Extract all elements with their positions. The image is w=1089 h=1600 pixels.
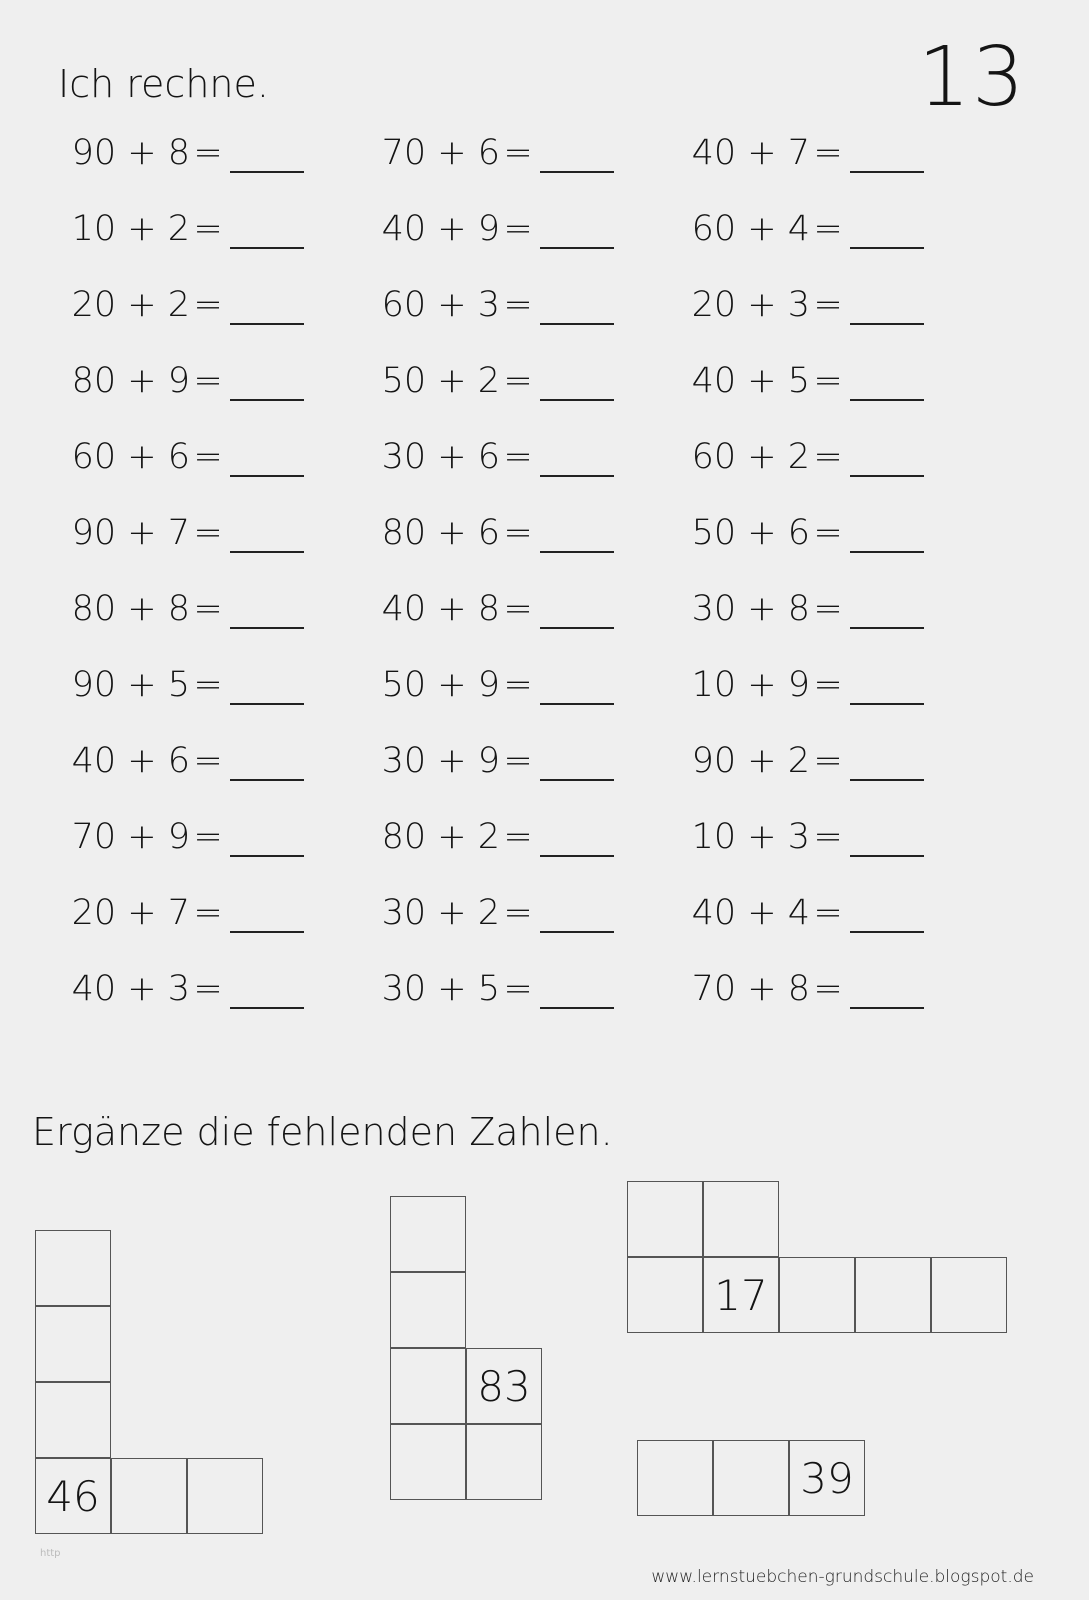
equals-sign: = (503, 513, 533, 553)
equals-sign: = (503, 361, 533, 401)
task (360, 893, 614, 933)
task (50, 133, 304, 173)
equals-sign: = (503, 893, 533, 933)
task-expression: 70 + 9 (71, 817, 190, 857)
task (670, 589, 924, 629)
task-expression: 40 + 4 (691, 893, 810, 933)
task-expression: 10 + 3 (691, 817, 810, 857)
equals-sign: = (503, 817, 533, 857)
grid-cell-given: 83 (466, 1348, 542, 1424)
task (360, 133, 614, 173)
equals-sign: = (813, 361, 843, 401)
grid-cell[interactable] (703, 1181, 779, 1257)
task (50, 437, 304, 477)
task (360, 741, 614, 781)
answer-blank[interactable] (850, 441, 924, 477)
equals-sign: = (193, 437, 223, 477)
watermark-text: http (40, 1548, 61, 1559)
answer-blank[interactable] (230, 593, 304, 629)
task-expression: 80 + 2 (381, 817, 500, 857)
task-expression: 90 + 7 (71, 513, 190, 553)
task (360, 817, 614, 857)
task (360, 513, 614, 553)
equals-sign: = (813, 209, 843, 249)
grid-cell[interactable] (390, 1424, 466, 1500)
task (50, 969, 304, 1009)
grid-cell[interactable] (713, 1440, 789, 1516)
grid-cell[interactable] (187, 1458, 263, 1534)
answer-blank[interactable] (230, 821, 304, 857)
answer-blank[interactable] (540, 213, 614, 249)
answer-blank[interactable] (540, 745, 614, 781)
task (50, 361, 304, 401)
grid-cell[interactable] (390, 1272, 466, 1348)
equals-sign: = (193, 513, 223, 553)
task-expression: 90 + 2 (691, 741, 810, 781)
task (670, 513, 924, 553)
answer-blank[interactable] (850, 745, 924, 781)
grid-cell[interactable] (627, 1181, 703, 1257)
equals-sign: = (813, 589, 843, 629)
answer-blank[interactable] (540, 441, 614, 477)
answer-blank[interactable] (540, 365, 614, 401)
equals-sign: = (503, 133, 533, 173)
equals-sign: = (193, 969, 223, 1009)
equals-sign: = (813, 437, 843, 477)
task (670, 285, 924, 325)
task-expression: 60 + 6 (71, 437, 190, 477)
task-expression: 10 + 2 (71, 209, 190, 249)
task-expression: 30 + 5 (381, 969, 500, 1009)
section2-heading: Ergänze die fehlenden Zahlen. (32, 1110, 613, 1154)
task-expression: 30 + 6 (381, 437, 500, 477)
section1-heading: Ich rechne. (58, 62, 269, 106)
equals-sign: = (503, 437, 533, 477)
answer-blank[interactable] (540, 137, 614, 173)
task-expression: 40 + 8 (381, 589, 500, 629)
equals-sign: = (813, 133, 843, 173)
task (360, 665, 614, 705)
grid-cell[interactable] (779, 1257, 855, 1333)
equals-sign: = (503, 969, 533, 1009)
task-expression: 30 + 2 (381, 893, 500, 933)
task (360, 589, 614, 629)
equals-sign: = (193, 741, 223, 781)
grid-cell[interactable] (390, 1348, 466, 1424)
task-expression: 80 + 9 (71, 361, 190, 401)
equals-sign: = (503, 285, 533, 325)
answer-blank[interactable] (850, 593, 924, 629)
answer-blank[interactable] (850, 897, 924, 933)
answer-blank[interactable] (230, 289, 304, 325)
answer-blank[interactable] (230, 517, 304, 553)
answer-blank[interactable] (850, 973, 924, 1009)
answer-blank[interactable] (230, 897, 304, 933)
task (360, 437, 614, 477)
answer-blank[interactable] (540, 973, 614, 1009)
grid-cell[interactable] (627, 1257, 703, 1333)
answer-blank[interactable] (850, 821, 924, 857)
task-expression: 40 + 7 (691, 133, 810, 173)
equals-sign: = (193, 133, 223, 173)
equals-sign: = (193, 209, 223, 249)
answer-blank[interactable] (540, 669, 614, 705)
task-expression: 90 + 8 (71, 133, 190, 173)
task-expression: 60 + 3 (381, 285, 500, 325)
footer-url: www.lernstuebchen-grundschule.blogspot.de (651, 1567, 1034, 1587)
grid-cell[interactable] (466, 1424, 542, 1500)
task-expression: 90 + 5 (71, 665, 190, 705)
task (50, 817, 304, 857)
answer-blank[interactable] (850, 669, 924, 705)
grid-cell[interactable] (637, 1440, 713, 1516)
task (50, 285, 304, 325)
task-expression: 50 + 9 (381, 665, 500, 705)
task-expression: 40 + 6 (71, 741, 190, 781)
answer-blank[interactable] (230, 213, 304, 249)
equals-sign: = (813, 665, 843, 705)
answer-blank[interactable] (230, 669, 304, 705)
equals-sign: = (193, 285, 223, 325)
grid-cell[interactable] (390, 1196, 466, 1272)
task (670, 893, 924, 933)
equals-sign: = (813, 969, 843, 1009)
grid-cell[interactable] (35, 1306, 111, 1382)
equals-sign: = (193, 817, 223, 857)
answer-blank[interactable] (540, 517, 614, 553)
task-expression: 40 + 9 (381, 209, 500, 249)
answer-blank[interactable] (850, 213, 924, 249)
equals-sign: = (503, 209, 533, 249)
grid-cell[interactable] (35, 1382, 111, 1458)
grid-cell[interactable] (111, 1458, 187, 1534)
task (670, 133, 924, 173)
task-expression: 50 + 2 (381, 361, 500, 401)
task (670, 361, 924, 401)
task (670, 969, 924, 1009)
task (670, 817, 924, 857)
grid-cell-given: 39 (789, 1440, 865, 1516)
equals-sign: = (193, 361, 223, 401)
task-expression: 40 + 5 (691, 361, 810, 401)
task (360, 361, 614, 401)
task-expression: 50 + 6 (691, 513, 810, 553)
grid-cell[interactable] (931, 1257, 1007, 1333)
answer-blank[interactable] (850, 517, 924, 553)
equals-sign: = (813, 893, 843, 933)
equals-sign: = (503, 665, 533, 705)
equals-sign: = (503, 741, 533, 781)
task-expression: 40 + 3 (71, 969, 190, 1009)
task (670, 437, 924, 477)
task (50, 589, 304, 629)
answer-blank[interactable] (230, 973, 304, 1009)
task-expression: 70 + 8 (691, 969, 810, 1009)
grid-cell-given: 46 (35, 1458, 111, 1534)
answer-blank[interactable] (540, 821, 614, 857)
task (50, 741, 304, 781)
task-expression: 30 + 9 (381, 741, 500, 781)
answer-blank[interactable] (230, 745, 304, 781)
task (360, 209, 614, 249)
task (670, 665, 924, 705)
task-expression: 80 + 6 (381, 513, 500, 553)
task (360, 285, 614, 325)
equals-sign: = (813, 513, 843, 553)
task (50, 893, 304, 933)
answer-blank[interactable] (230, 365, 304, 401)
task-expression: 10 + 9 (691, 665, 810, 705)
task (50, 209, 304, 249)
answer-blank[interactable] (540, 897, 614, 933)
answer-blank[interactable] (850, 289, 924, 325)
task-expression: 80 + 8 (71, 589, 190, 629)
task (360, 969, 614, 1009)
answer-blank[interactable] (230, 137, 304, 173)
task (670, 209, 924, 249)
answer-blank[interactable] (230, 441, 304, 477)
task-expression: 30 + 8 (691, 589, 810, 629)
task-expression: 20 + 3 (691, 285, 810, 325)
equals-sign: = (813, 285, 843, 325)
grid-cell[interactable] (35, 1230, 111, 1306)
answer-blank[interactable] (540, 593, 614, 629)
page-number: 13 (918, 30, 1027, 125)
task-expression: 60 + 4 (691, 209, 810, 249)
equals-sign: = (193, 665, 223, 705)
task-expression: 20 + 7 (71, 893, 190, 933)
task-expression: 20 + 2 (71, 285, 190, 325)
answer-blank[interactable] (540, 289, 614, 325)
grid-cell[interactable] (855, 1257, 931, 1333)
equals-sign: = (813, 817, 843, 857)
answer-blank[interactable] (850, 365, 924, 401)
task-expression: 60 + 2 (691, 437, 810, 477)
equals-sign: = (813, 741, 843, 781)
equals-sign: = (503, 589, 533, 629)
task (50, 665, 304, 705)
task (50, 513, 304, 553)
answer-blank[interactable] (850, 137, 924, 173)
equals-sign: = (193, 589, 223, 629)
grid-cell-given: 17 (703, 1257, 779, 1333)
equals-sign: = (193, 893, 223, 933)
task-expression: 70 + 6 (381, 133, 500, 173)
task (670, 741, 924, 781)
